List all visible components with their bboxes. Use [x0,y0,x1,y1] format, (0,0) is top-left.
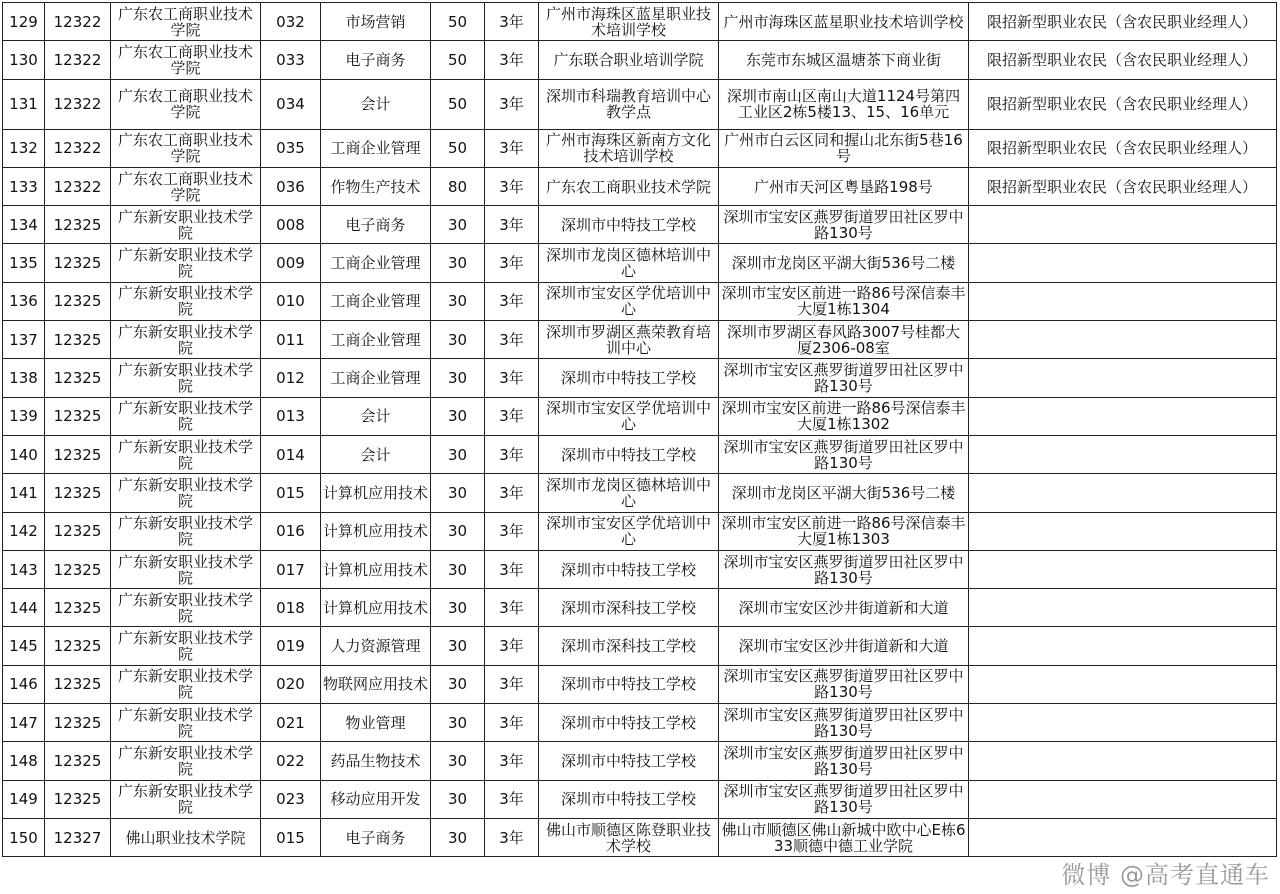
cell-quota: 30 [431,742,485,780]
cell-quota: 30 [431,665,485,703]
cell-no: 145 [3,627,45,665]
cell-school: 广东新安职业技术学院 [111,704,261,742]
cell-address: 深圳市宝安区燕罗街道罗田社区罗中路130号 [719,780,969,818]
cell-school: 广东农工商职业技术学院 [111,167,261,205]
cell-school: 广东新安职业技术学院 [111,244,261,282]
cell-major: 会计 [321,79,431,129]
cell-years: 3年 [485,3,539,41]
cell-quota: 30 [431,818,485,856]
cell-major: 市场营销 [321,3,431,41]
cell-note [969,665,1277,703]
cell-years: 3年 [485,79,539,129]
cell-no: 149 [3,780,45,818]
cell-years: 3年 [485,550,539,588]
cell-years: 3年 [485,435,539,473]
cell-years: 3年 [485,704,539,742]
cell-note [969,589,1277,627]
cell-note [969,627,1277,665]
cell-no: 147 [3,704,45,742]
cell-address: 佛山市顺德区佛山新城中欧中心E栋633顺德中德工业学院 [719,818,969,856]
cell-no: 143 [3,550,45,588]
cell-no: 131 [3,79,45,129]
cell-note [969,818,1277,856]
cell-years: 3年 [485,359,539,397]
cell-school: 广东新安职业技术学院 [111,282,261,320]
cell-address: 深圳市宝安区燕罗街道罗田社区罗中路130号 [719,665,969,703]
cell-address: 深圳市宝安区燕罗街道罗田社区罗中路130号 [719,435,969,473]
cell-school: 广东新安职业技术学院 [111,589,261,627]
cell-site: 深圳市宝安区学优培训中心 [539,397,719,435]
cell-major-code: 035 [261,129,321,167]
cell-quota: 30 [431,244,485,282]
table-row [3,129,1277,167]
cell-note [969,742,1277,780]
cell-school: 广东农工商职业技术学院 [111,79,261,129]
cell-years: 3年 [485,167,539,205]
cell-site: 深圳市宝安区学优培训中心 [539,512,719,550]
cell-no: 148 [3,742,45,780]
cell-quota: 50 [431,79,485,129]
cell-address: 深圳市宝安区燕罗街道罗田社区罗中路130号 [719,206,969,244]
cell-address: 深圳市宝安区燕罗街道罗田社区罗中路130号 [719,359,969,397]
cell-major: 电子商务 [321,206,431,244]
cell-address: 深圳市宝安区前进一路86号深信泰丰大厦1栋1303 [719,512,969,550]
cell-no: 135 [3,244,45,282]
cell-note [969,206,1277,244]
cell-code: 12325 [45,780,111,818]
cell-site: 深圳市中特技工学校 [539,780,719,818]
cell-code: 12325 [45,589,111,627]
table-row [3,474,1277,512]
cell-note [969,780,1277,818]
cell-quota: 50 [431,129,485,167]
cell-address: 深圳市宝安区前进一路86号深信泰丰大厦1栋1304 [719,282,969,320]
cell-no: 146 [3,665,45,703]
table-row [3,435,1277,473]
cell-quota: 30 [431,397,485,435]
cell-note [969,397,1277,435]
cell-major: 工商企业管理 [321,244,431,282]
cell-code: 12325 [45,206,111,244]
cell-no: 134 [3,206,45,244]
cell-code: 12325 [45,359,111,397]
cell-major-code: 034 [261,79,321,129]
cell-major-code: 023 [261,780,321,818]
cell-major-code: 016 [261,512,321,550]
cell-quota: 30 [431,206,485,244]
cell-site: 深圳市龙岗区德林培训中心 [539,474,719,512]
cell-no: 142 [3,512,45,550]
cell-major-code: 020 [261,665,321,703]
cell-major: 会计 [321,397,431,435]
cell-note [969,512,1277,550]
cell-years: 3年 [485,397,539,435]
cell-school: 佛山职业技术学院 [111,818,261,856]
cell-major-code: 032 [261,3,321,41]
cell-code: 12325 [45,282,111,320]
table-row [3,780,1277,818]
cell-no: 144 [3,589,45,627]
cell-school: 广东新安职业技术学院 [111,550,261,588]
cell-major-code: 036 [261,167,321,205]
cell-years: 3年 [485,41,539,79]
cell-years: 3年 [485,244,539,282]
cell-site: 深圳市龙岗区德林培训中心 [539,244,719,282]
cell-site: 深圳市中特技工学校 [539,435,719,473]
cell-major: 药品生物技术 [321,742,431,780]
table-row [3,3,1277,41]
cell-major: 物联网应用技术 [321,665,431,703]
cell-code: 12325 [45,665,111,703]
table-row [3,512,1277,550]
cell-years: 3年 [485,321,539,359]
cell-quota: 30 [431,550,485,588]
cell-major-code: 012 [261,359,321,397]
cell-address: 深圳市龙岗区平湖大街536号二楼 [719,474,969,512]
cell-code: 12325 [45,244,111,282]
cell-major-code: 010 [261,282,321,320]
cell-code: 12322 [45,129,111,167]
cell-address: 深圳市宝安区燕罗街道罗田社区罗中路130号 [719,704,969,742]
cell-quota: 30 [431,321,485,359]
cell-school: 广东新安职业技术学院 [111,206,261,244]
table-row [3,321,1277,359]
cell-code: 12325 [45,742,111,780]
cell-address: 深圳市龙岗区平湖大街536号二楼 [719,244,969,282]
cell-years: 3年 [485,665,539,703]
cell-major: 计算机应用技术 [321,550,431,588]
cell-years: 3年 [485,742,539,780]
cell-address: 东莞市东城区温塘茶下商业街 [719,41,969,79]
cell-no: 150 [3,818,45,856]
cell-code: 12322 [45,79,111,129]
cell-years: 3年 [485,474,539,512]
cell-address: 深圳市宝安区沙井街道新和大道 [719,627,969,665]
cell-code: 12325 [45,397,111,435]
table-row [3,206,1277,244]
cell-years: 3年 [485,512,539,550]
cell-years: 3年 [485,818,539,856]
cell-code: 12322 [45,167,111,205]
cell-address: 深圳市宝安区燕罗街道罗田社区罗中路130号 [719,742,969,780]
cell-site: 佛山市顺德区陈登职业技术学校 [539,818,719,856]
cell-note [969,321,1277,359]
table-row [3,818,1277,856]
table-row [3,742,1277,780]
cell-major-code: 021 [261,704,321,742]
cell-site: 深圳市罗湖区燕荣教育培训中心 [539,321,719,359]
cell-no: 138 [3,359,45,397]
cell-no: 133 [3,167,45,205]
cell-major: 计算机应用技术 [321,474,431,512]
cell-address: 深圳市宝安区前进一路86号深信泰丰大厦1栋1302 [719,397,969,435]
cell-major: 工商企业管理 [321,129,431,167]
cell-major-code: 017 [261,550,321,588]
cell-major: 工商企业管理 [321,282,431,320]
cell-major: 计算机应用技术 [321,512,431,550]
cell-no: 136 [3,282,45,320]
cell-major: 工商企业管理 [321,321,431,359]
weibo-watermark: 微博 @高考直通车 [1061,861,1270,889]
cell-years: 3年 [485,780,539,818]
cell-address: 深圳市宝安区燕罗街道罗田社区罗中路130号 [719,550,969,588]
cell-site: 深圳市深科技工学校 [539,589,719,627]
enrollment-table [2,2,1277,857]
cell-note [969,244,1277,282]
cell-note [969,474,1277,512]
cell-site: 深圳市中特技工学校 [539,704,719,742]
table-row [3,79,1277,129]
cell-major-code: 011 [261,321,321,359]
cell-major-code: 008 [261,206,321,244]
cell-school: 广东新安职业技术学院 [111,780,261,818]
table-row [3,359,1277,397]
cell-school: 广东新安职业技术学院 [111,742,261,780]
cell-note: 限招新型职业农民（含农民职业经理人） [969,129,1277,167]
cell-years: 3年 [485,206,539,244]
cell-school: 广东农工商职业技术学院 [111,3,261,41]
cell-years: 3年 [485,627,539,665]
cell-school: 广东新安职业技术学院 [111,435,261,473]
cell-years: 3年 [485,282,539,320]
cell-address: 深圳市宝安区沙井街道新和大道 [719,589,969,627]
cell-code: 12325 [45,435,111,473]
cell-note: 限招新型职业农民（含农民职业经理人） [969,79,1277,129]
cell-note: 限招新型职业农民（含农民职业经理人） [969,167,1277,205]
table-row [3,244,1277,282]
cell-quota: 30 [431,589,485,627]
cell-major-code: 022 [261,742,321,780]
cell-note [969,435,1277,473]
cell-site: 深圳市中特技工学校 [539,742,719,780]
cell-quota: 30 [431,474,485,512]
cell-address: 广州市海珠区蓝星职业技术培训学校 [719,3,969,41]
cell-school: 广东农工商职业技术学院 [111,41,261,79]
cell-school: 广东新安职业技术学院 [111,512,261,550]
cell-code: 12325 [45,321,111,359]
cell-major: 物业管理 [321,704,431,742]
cell-major: 电子商务 [321,818,431,856]
cell-code: 12327 [45,818,111,856]
cell-code: 12325 [45,627,111,665]
cell-note [969,550,1277,588]
cell-code: 12325 [45,704,111,742]
table-row [3,665,1277,703]
cell-code: 12322 [45,41,111,79]
cell-quota: 50 [431,3,485,41]
cell-major-code: 033 [261,41,321,79]
cell-site: 深圳市科瑞教育培训中心教学点 [539,79,719,129]
cell-major: 移动应用开发 [321,780,431,818]
cell-major-code: 013 [261,397,321,435]
table-row [3,167,1277,205]
cell-site: 深圳市宝安区学优培训中心 [539,282,719,320]
table-row [3,550,1277,588]
cell-no: 129 [3,3,45,41]
cell-site: 深圳市中特技工学校 [539,359,719,397]
cell-major: 工商企业管理 [321,359,431,397]
cell-quota: 30 [431,282,485,320]
cell-address: 深圳市南山区南山大道1124号第四工业区2栋5楼13、15、16单元 [719,79,969,129]
cell-site: 深圳市中特技工学校 [539,206,719,244]
cell-code: 12325 [45,512,111,550]
cell-note [969,282,1277,320]
cell-quota: 30 [431,359,485,397]
cell-quota: 30 [431,704,485,742]
cell-major: 人力资源管理 [321,627,431,665]
cell-quota: 30 [431,512,485,550]
cell-no: 141 [3,474,45,512]
cell-major-code: 019 [261,627,321,665]
cell-school: 广东新安职业技术学院 [111,474,261,512]
cell-address: 广州市天河区粤垦路198号 [719,167,969,205]
cell-years: 3年 [485,589,539,627]
cell-note [969,704,1277,742]
cell-address: 深圳市罗湖区春风路3007号桂都大厦2306-08室 [719,321,969,359]
cell-major: 计算机应用技术 [321,589,431,627]
cell-code: 12322 [45,3,111,41]
cell-major: 作物生产技术 [321,167,431,205]
cell-school: 广东农工商职业技术学院 [111,129,261,167]
cell-school: 广东新安职业技术学院 [111,397,261,435]
cell-site: 广东联合职业培训学院 [539,41,719,79]
cell-major: 会计 [321,435,431,473]
cell-quota: 50 [431,41,485,79]
cell-school: 广东新安职业技术学院 [111,321,261,359]
cell-code: 12325 [45,474,111,512]
cell-school: 广东新安职业技术学院 [111,359,261,397]
cell-major-code: 015 [261,818,321,856]
cell-note: 限招新型职业农民（含农民职业经理人） [969,3,1277,41]
table-row [3,589,1277,627]
cell-years: 3年 [485,129,539,167]
cell-note [969,359,1277,397]
table-row [3,397,1277,435]
table-row [3,704,1277,742]
cell-major-code: 014 [261,435,321,473]
cell-address: 广州市白云区同和握山北东街5巷16号 [719,129,969,167]
cell-no: 130 [3,41,45,79]
cell-site: 深圳市中特技工学校 [539,550,719,588]
cell-site: 广州市海珠区新南方文化技术培训学校 [539,129,719,167]
cell-quota: 30 [431,780,485,818]
cell-note: 限招新型职业农民（含农民职业经理人） [969,41,1277,79]
cell-major-code: 009 [261,244,321,282]
table-row [3,41,1277,79]
cell-no: 137 [3,321,45,359]
cell-code: 12325 [45,550,111,588]
cell-major: 电子商务 [321,41,431,79]
cell-quota: 80 [431,167,485,205]
table-row [3,627,1277,665]
cell-no: 132 [3,129,45,167]
cell-school: 广东新安职业技术学院 [111,627,261,665]
cell-site: 深圳市深科技工学校 [539,627,719,665]
cell-no: 140 [3,435,45,473]
cell-site: 广东农工商职业技术学院 [539,167,719,205]
cell-major-code: 018 [261,589,321,627]
cell-quota: 30 [431,435,485,473]
cell-site: 广州市海珠区蓝星职业技术培训学校 [539,3,719,41]
cell-school: 广东新安职业技术学院 [111,665,261,703]
cell-no: 139 [3,397,45,435]
table-row [3,282,1277,320]
cell-major-code: 015 [261,474,321,512]
cell-quota: 30 [431,627,485,665]
cell-site: 深圳市中特技工学校 [539,665,719,703]
